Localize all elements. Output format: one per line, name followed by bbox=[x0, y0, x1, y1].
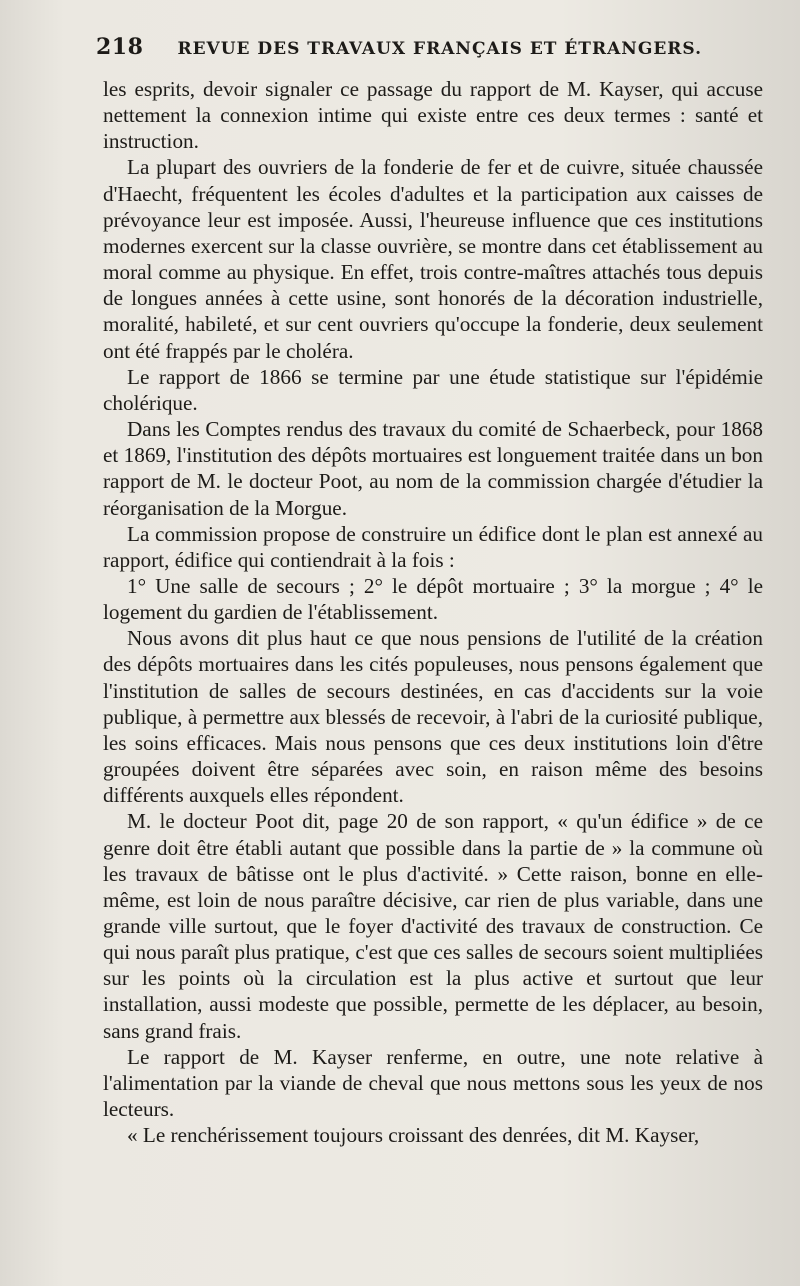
paragraph: M. le docteur Poot dit, page 20 de son rapport, « qu'un édifice » de ce genre doit être établi autant que possible dans la partie de » la commune où les travaux de bâtisse ont le plus d'activité. » Cette raison, bonne en elle-même, est loin de nous paraître décisive, car rien de plus variable, dans une grande ville surtout, que le foyer d'activité des travaux de construction. Ce qui nous paraît plus pratique, c'est que ces salles de secours soient multipliées sur les points où la circulation est la plus active et surtout que leur installation, aussi modeste que possible, permette de les déplacer, au besoin, sans grand frais. bbox=[103, 809, 763, 1043]
paragraph: Nous avons dit plus haut ce que nous pensions de l'utilité de la création des dépôts mortuaires dans les cités populeuses, nous pensons également que l'institution de salles de secours destinées, en cas d'accidents sur la voie publique, à permettre aux blessés de recevoir, à l'abri de la curiosité publique, les soins efficaces. Mais nous pensons que ces deux institutions loin d'être groupées doivent être séparées avec soin, en raison même des besoins différents auxquels elles répondent. bbox=[103, 626, 763, 808]
running-title: REVUE DES TRAVAUX FRANÇAIS ET ÉTRANGERS. bbox=[177, 39, 703, 59]
paragraph: Dans les Comptes rendus des travaux du comité de Schaerbeck, pour 1868 et 1869, l'institution des dépôts mortuaires est longuement traitée dans un bon rapport de M. le docteur Poot, au nom de la commission chargée d'étudier la réorganisation de la Morgue. bbox=[103, 417, 763, 520]
paragraph: La plupart des ouvriers de la fonderie de fer et de cuivre, située chaussée d'Haecht, fréquentent les écoles d'adultes et la participation aux caisses de prévoyance leur est imposée. Aussi, l'heureuse influence que ces institutions modernes exercent sur la classe ouvrière, se montre dans cet établissement au moral comme au physique. En effet, trois contre-maîtres attachés tous depuis de longues années à cette usine, sont honorés de la décoration industrielle, moralité, habileté, et sur cent ouvriers qu'occupe la fonderie, deux seulement ont été frappés par le choléra. bbox=[103, 155, 763, 363]
paragraph: les esprits, devoir signaler ce passage du rapport de M. Kayser, qui accuse nettement la connexion intime qui existe entre ces deux termes : santé et instruction. bbox=[103, 77, 763, 154]
page-number: 218 bbox=[96, 34, 144, 60]
paragraph: « Le renchérissement toujours croissant des denrées, dit M. Kayser, bbox=[127, 1123, 700, 1148]
body-text bbox=[103, 76, 763, 1148]
running-header bbox=[96, 34, 716, 60]
paragraph: La commission propose de construire un édifice dont le plan est annexé au rapport, édifice qui contiendrait à la fois : bbox=[103, 521, 763, 572]
paragraph: Le rapport de 1866 se termine par une étude statistique sur l'épidémie cholérique. bbox=[103, 364, 763, 415]
paragraph: Le rapport de M. Kayser renferme, en outre, une note relative à l'alimentation par la viande de cheval que nous mettons sous les yeux de nos lecteurs. bbox=[103, 1044, 763, 1122]
paragraph: 1° Une salle de secours ; 2° le dépôt mortuaire ; 3° la morgue ; 4° le logement du gardien de l'établissement. bbox=[103, 573, 763, 625]
